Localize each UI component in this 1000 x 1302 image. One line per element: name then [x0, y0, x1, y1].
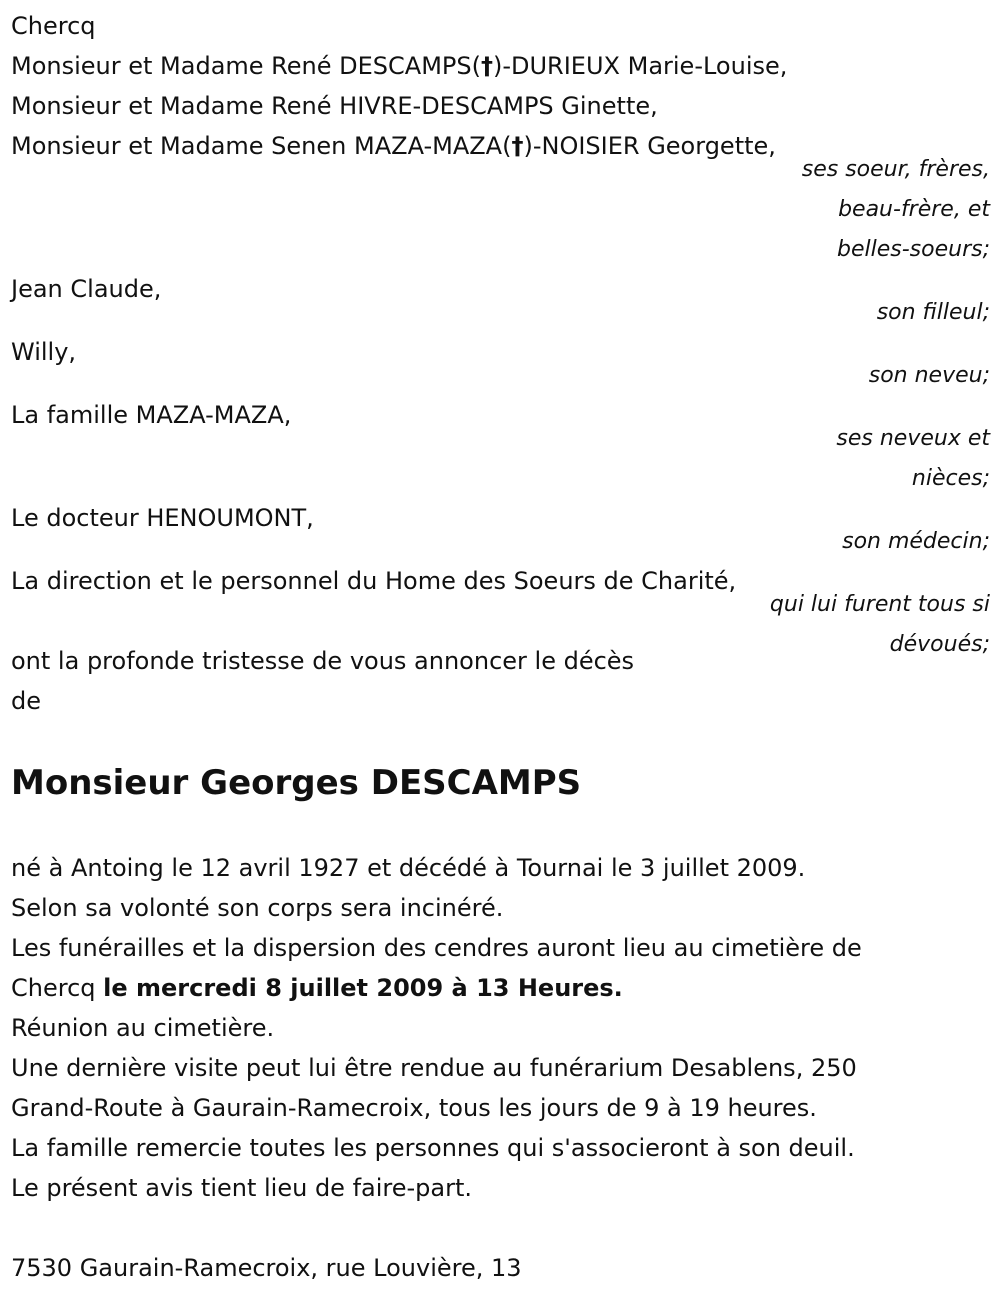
- relative-relation-family-line-2: nièces;: [911, 466, 990, 491]
- deceased-name: Monsieur Georges DESCAMPS: [11, 763, 582, 803]
- funeral-line-1: Les funérailles et la dispersion des cendres auront lieu au cimetière de: [11, 934, 862, 962]
- relative-name-doctor: Le docteur HENOUMONT,: [11, 504, 314, 532]
- funeral-place: Chercq: [11, 974, 104, 1002]
- cross-icon: †: [511, 132, 524, 160]
- family-relation-line-1: ses soeur, frères,: [801, 157, 990, 182]
- address-line: 7530 Gaurain-Ramecroix, rue Louvière, 13: [11, 1254, 522, 1282]
- meeting-line: Réunion au cimetière.: [11, 1014, 275, 1042]
- relative-relation-nephew: son neveu;: [868, 363, 990, 388]
- relative-relation-family-line-1: ses neveux et: [836, 426, 990, 451]
- announcement-line-2: de: [11, 687, 41, 715]
- notice-line: Le présent avis tient lieu de faire-part.: [11, 1174, 473, 1202]
- cremation-line: Selon sa volonté son corps sera incinéré.: [11, 894, 504, 922]
- family-line-3-start: Monsieur et Madame Senen MAZA-MAZA(: [11, 132, 512, 160]
- family-line-1-start: Monsieur et Madame René DESCAMPS(: [11, 52, 481, 80]
- announcement-line-1: ont la profonde tristesse de vous annoncer le décès: [11, 647, 635, 675]
- relative-relation-godson: son filleul;: [876, 300, 990, 325]
- family-line-3-end: )-NOISIER Georgette,: [523, 132, 776, 160]
- relative-relation-home-line-1: qui lui furent tous si: [769, 592, 990, 617]
- family-line-1-end: )-DURIEUX Marie-Louise,: [492, 52, 788, 80]
- relative-name-nephew: Willy,: [11, 338, 77, 366]
- relative-name-home: La direction et le personnel du Home des Soeurs de Charité,: [11, 567, 737, 595]
- family-line-3: [11, 126, 776, 166]
- place-line: Chercq: [11, 12, 96, 40]
- relative-relation-home-line-2: dévoués;: [889, 632, 990, 657]
- relative-relation-doctor: son médecin;: [842, 529, 990, 554]
- birth-death-line: né à Antoing le 12 avril 1927 et décédé à Tournai le 3 juillet 2009.: [11, 854, 806, 882]
- cross-icon: †: [480, 52, 493, 80]
- thanks-line: La famille remercie toutes les personnes qui s'associeront à son deuil.: [11, 1134, 855, 1162]
- family-line-2: Monsieur et Madame René HIVRE-DESCAMPS Ginette,: [11, 92, 658, 120]
- family-relation-line-3: belles-soeurs;: [837, 237, 990, 262]
- funeral-line-2: [11, 968, 623, 1008]
- relative-name-godson: Jean Claude,: [11, 275, 162, 303]
- family-relation-line-2: beau-frère, et: [838, 197, 990, 222]
- relative-name-family: La famille MAZA-MAZA,: [11, 401, 292, 429]
- family-line-1: [11, 46, 787, 86]
- funeral-date: le mercredi 8 juillet 2009 à 13 Heures.: [103, 974, 623, 1002]
- visit-line-2: Grand-Route à Gaurain-Ramecroix, tous les jours de 9 à 19 heures.: [11, 1094, 817, 1122]
- visit-line-1: Une dernière visite peut lui être rendue au funérarium Desablens, 250: [11, 1054, 857, 1082]
